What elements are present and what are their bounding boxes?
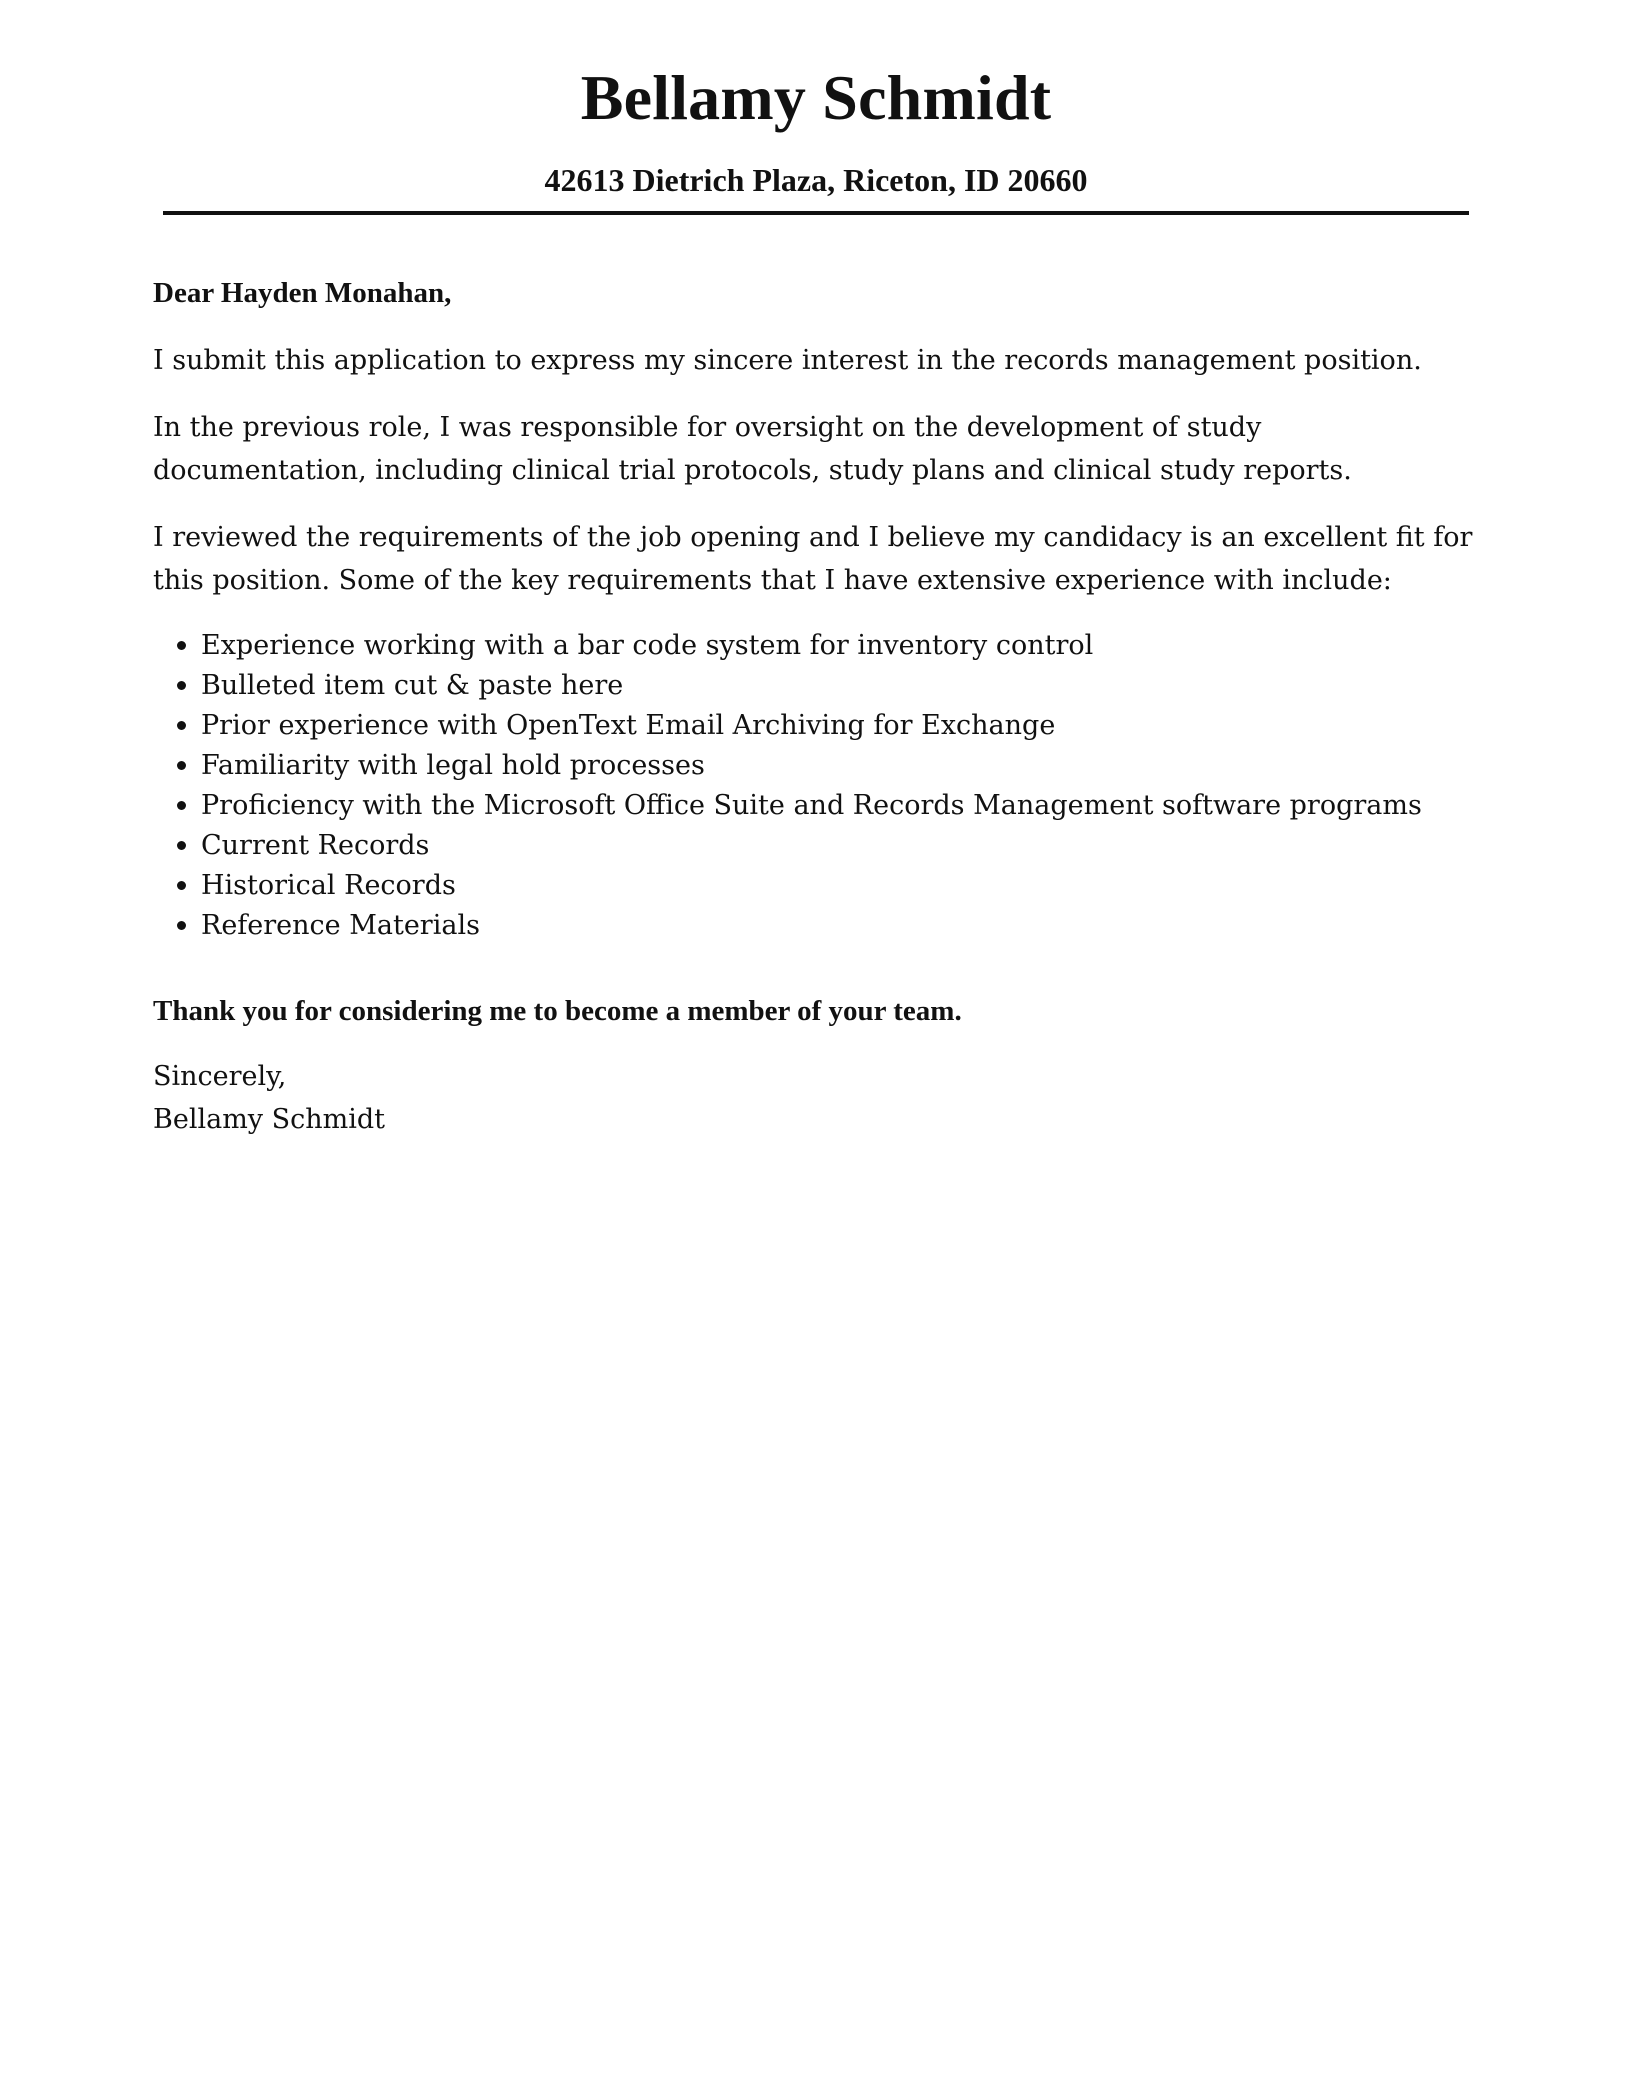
list-item bbox=[177, 666, 1473, 706]
letter-header bbox=[163, 58, 1469, 200]
bullet-icon bbox=[177, 921, 186, 930]
requirements-list bbox=[153, 626, 1473, 946]
sender-address: 42613 Dietrich Plaza, Riceton, ID 20660 bbox=[544, 162, 1088, 198]
bullet-icon bbox=[177, 761, 186, 770]
bullet-icon bbox=[177, 881, 186, 890]
bullet-icon bbox=[177, 681, 186, 690]
list-item bbox=[177, 746, 1473, 786]
list-item-text: Familiarity with legal hold processes bbox=[201, 750, 705, 781]
list-item bbox=[177, 626, 1473, 666]
list-item-text: Current Records bbox=[201, 830, 430, 861]
list-item bbox=[177, 706, 1473, 746]
valediction: Sincerely, bbox=[153, 1061, 287, 1092]
bullet-icon bbox=[177, 801, 186, 810]
list-item-text: Experience working with a bar code system for inventory control bbox=[201, 630, 1094, 661]
list-item bbox=[177, 786, 1473, 826]
list-item-text: Historical Records bbox=[201, 870, 456, 901]
list-item-text: Reference Materials bbox=[201, 910, 480, 941]
signature-name: Bellamy Schmidt bbox=[153, 1104, 386, 1135]
salutation: Dear Hayden Monahan, bbox=[153, 277, 452, 309]
intro-paragraph: I submit this application to express my sincere interest in the records management position. bbox=[153, 345, 1422, 376]
list-item bbox=[177, 906, 1473, 946]
bullet-icon bbox=[177, 841, 186, 850]
closing-statement: Thank you for considering me to become a member of your team. bbox=[153, 995, 962, 1027]
list-item-text: Proficiency with the Microsoft Office Suite and Records Management software programs bbox=[201, 790, 1422, 821]
list-item-text: Prior experience with OpenText Email Archiving for Exchange bbox=[201, 710, 1056, 741]
signoff-block bbox=[153, 1055, 1473, 1141]
list-item bbox=[177, 866, 1473, 906]
bullet-icon bbox=[177, 721, 186, 730]
letter-body bbox=[153, 272, 1473, 1141]
list-item-text: Bulleted item cut & paste here bbox=[201, 670, 624, 701]
experience-paragraph: In the previous role, I was responsible for oversight on the development of study documentation, including clinical trial protocols, study plans and clinical study reports. bbox=[153, 412, 1352, 486]
requirements-paragraph: I reviewed the requirements of the job opening and I believe my candidacy is an excellent fit for this position. Some of the key requirements that I have extensive experience with include: bbox=[153, 522, 1473, 596]
sender-name: Bellamy Schmidt bbox=[580, 62, 1052, 133]
header-divider bbox=[163, 211, 1469, 215]
list-item bbox=[177, 826, 1473, 866]
bullet-icon bbox=[177, 641, 186, 650]
